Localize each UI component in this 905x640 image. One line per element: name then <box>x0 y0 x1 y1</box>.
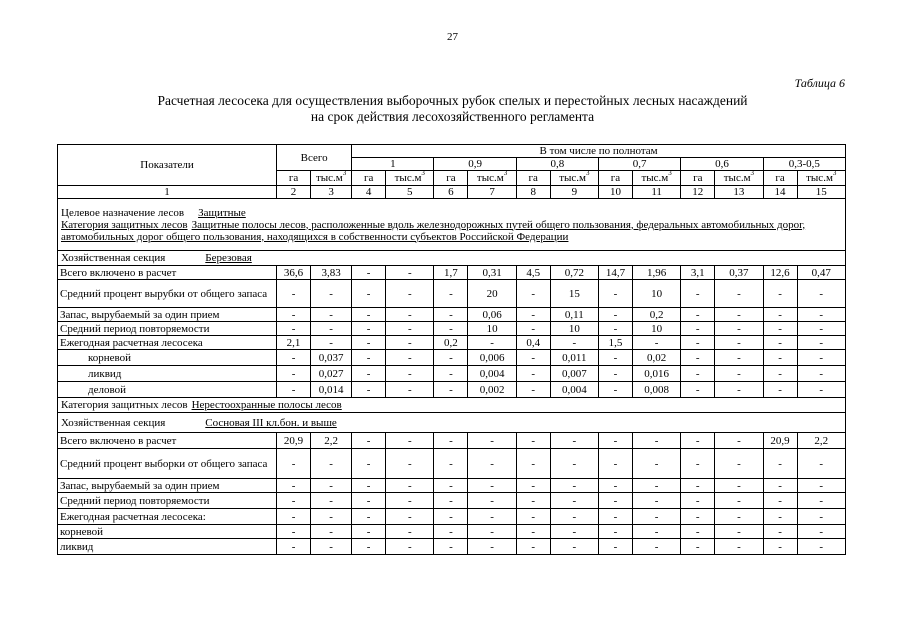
table-cell: - <box>797 350 845 366</box>
table-cell: - <box>434 479 468 493</box>
table-cell: - <box>599 539 633 555</box>
table-cell: - <box>434 280 468 308</box>
title-line-2: на срок действия лесохозяйственного регламента <box>310 109 595 124</box>
table-cell: 12,6 <box>763 266 797 280</box>
table-cell: - <box>681 280 715 308</box>
table-cell: - <box>550 449 598 479</box>
table-cell: - <box>763 493 797 509</box>
unit-ha: га <box>599 171 633 186</box>
purpose-value: Защитные <box>198 206 246 219</box>
column-number: 8 <box>516 186 550 199</box>
table-cell: - <box>797 322 845 336</box>
table-cell: - <box>386 525 434 539</box>
table-cell: - <box>715 525 763 539</box>
table-cell: - <box>516 539 550 555</box>
table-cell: - <box>434 366 468 382</box>
table-cell: - <box>599 509 633 525</box>
table-cell: - <box>763 509 797 525</box>
table-cell: 0,06 <box>468 308 516 322</box>
row-label: ликвид <box>58 539 277 555</box>
table-cell: 20,9 <box>277 433 311 449</box>
category-value: Нерестоохранные полосы лесов <box>191 399 342 411</box>
table-cell: - <box>681 525 715 539</box>
table-row <box>58 308 846 322</box>
table-cell: 0,11 <box>550 308 598 322</box>
table-cell: - <box>599 382 633 398</box>
row-label: Всего включено в расчет <box>58 433 277 449</box>
table-cell: - <box>352 280 386 308</box>
table-cell: - <box>352 366 386 382</box>
table-cell: - <box>434 449 468 479</box>
table-cell: 0,007 <box>550 366 598 382</box>
table-cell: - <box>352 336 386 350</box>
table-cell: - <box>468 336 516 350</box>
table-cell: - <box>386 509 434 525</box>
table-cell: - <box>763 449 797 479</box>
column-number: 15 <box>797 186 845 199</box>
table-cell: - <box>311 539 352 555</box>
table-cell: - <box>277 479 311 493</box>
unit-thousand-m3: $тыс.м^3$ <box>715 171 763 186</box>
header-total: Всего <box>277 145 352 171</box>
table-cell: - <box>715 479 763 493</box>
table-cell: 0,004 <box>550 382 598 398</box>
table-cell: - <box>277 322 311 336</box>
table-cell: - <box>681 479 715 493</box>
table-cell: - <box>632 509 680 525</box>
table-cell: - <box>681 350 715 366</box>
column-number: 13 <box>715 186 763 199</box>
table-cell: - <box>797 336 845 350</box>
table-cell: - <box>516 479 550 493</box>
table-cell: - <box>599 280 633 308</box>
table-cell: 1,96 <box>632 266 680 280</box>
table-cell: 0,2 <box>434 336 468 350</box>
table-cell: - <box>311 449 352 479</box>
table-cell: - <box>434 308 468 322</box>
row-label: корневой <box>58 525 277 539</box>
table-cell: - <box>277 539 311 555</box>
table-cell: 36,6 <box>277 266 311 280</box>
table-cell: - <box>311 479 352 493</box>
table-cell: - <box>434 433 468 449</box>
table-cell: - <box>715 493 763 509</box>
unit-ha: га <box>763 171 797 186</box>
unit-thousand-m3: $тыс.м^3$ <box>550 171 598 186</box>
table-cell: - <box>434 525 468 539</box>
table-cell: 4,5 <box>516 266 550 280</box>
table-cell: - <box>550 493 598 509</box>
table-cell: - <box>681 509 715 525</box>
table-cell: 2,2 <box>311 433 352 449</box>
category-value: Защитные полосы лесов, расположенные вдоль железнодорожных путей общего пользования, федеральных автомобильных дорог, автомобильных дорог общего пользования, находящихся в собственности субъектов Российской Федерации <box>61 218 806 243</box>
table-cell: - <box>632 525 680 539</box>
table-cell: - <box>516 449 550 479</box>
purpose-line: Целевое назначение лесов Защитные <box>61 206 246 219</box>
table-cell: - <box>386 433 434 449</box>
table-cell: - <box>550 509 598 525</box>
table-cell: - <box>797 449 845 479</box>
table-cell: - <box>516 308 550 322</box>
unit-thousand-m3: $тыс.м^3$ <box>468 171 516 186</box>
table-cell: 0,006 <box>468 350 516 366</box>
table-cell: - <box>277 366 311 382</box>
table-cell: - <box>434 350 468 366</box>
table-row <box>58 449 846 479</box>
column-number: 11 <box>632 186 680 199</box>
table-cell: - <box>715 280 763 308</box>
unit-thousand-m3: $тыс.м^3$ <box>632 171 680 186</box>
row-label: корневой <box>58 350 277 366</box>
section-1-economic: Хозяйственная секция Березовая <box>58 251 846 266</box>
table-row <box>58 336 846 350</box>
table-cell: - <box>516 525 550 539</box>
table-cell: - <box>352 266 386 280</box>
table-cell: - <box>632 336 680 350</box>
table-body <box>58 199 846 555</box>
table-row <box>58 539 846 555</box>
column-number: 12 <box>681 186 715 199</box>
table-cell: - <box>599 525 633 539</box>
table-cell: 15 <box>550 280 598 308</box>
row-label: Ежегодная расчетная лесосека <box>58 336 277 350</box>
table-cell: - <box>681 322 715 336</box>
table-cell: - <box>311 525 352 539</box>
table-cell: 0,037 <box>311 350 352 366</box>
table-cell: - <box>797 479 845 493</box>
table-cell: 10 <box>632 322 680 336</box>
table-cell: - <box>763 539 797 555</box>
table-cell: - <box>311 493 352 509</box>
table-cell: - <box>550 525 598 539</box>
table-cell: 0,37 <box>715 266 763 280</box>
table-cell: - <box>681 433 715 449</box>
economic-value: Березовая <box>205 252 252 264</box>
table-row <box>58 382 846 398</box>
column-number: 1 <box>58 186 277 199</box>
table-cell: - <box>763 525 797 539</box>
table-cell: - <box>516 280 550 308</box>
table-cell: - <box>715 539 763 555</box>
table-cell: - <box>715 350 763 366</box>
table-cell: - <box>277 350 311 366</box>
document-title <box>0 93 905 125</box>
table-row <box>58 350 846 366</box>
table-cell: - <box>516 322 550 336</box>
table-cell: - <box>311 509 352 525</box>
row-label: Всего включено в расчет <box>58 266 277 280</box>
table-cell: - <box>599 308 633 322</box>
table-cell: - <box>763 366 797 382</box>
table-cell: - <box>516 493 550 509</box>
table-cell: 10 <box>632 280 680 308</box>
table-cell: - <box>632 493 680 509</box>
table-cell: - <box>632 449 680 479</box>
column-number: 4 <box>352 186 386 199</box>
unit-thousand-m3: $тыс.м^3$ <box>311 171 352 186</box>
table-cell: - <box>311 280 352 308</box>
table-row <box>58 509 846 525</box>
column-number: 2 <box>277 186 311 199</box>
table-cell: - <box>797 525 845 539</box>
table-header <box>58 145 846 199</box>
table-cell: 1,5 <box>599 336 633 350</box>
table-cell: - <box>599 322 633 336</box>
table-cell: - <box>599 350 633 366</box>
table-cell: - <box>763 382 797 398</box>
table-cell: - <box>386 350 434 366</box>
table-cell: 0,47 <box>797 266 845 280</box>
table-cell: - <box>797 382 845 398</box>
row-label: Ежегодная расчетная лесосека: <box>58 509 277 525</box>
table-cell: 0,004 <box>468 366 516 382</box>
table-cell: - <box>352 449 386 479</box>
table-cell: - <box>352 382 386 398</box>
table-cell: - <box>715 366 763 382</box>
header-density-group: 0,8 <box>516 158 598 171</box>
table-cell: 20,9 <box>763 433 797 449</box>
section-2-economic: Хозяйственная секция Сосновая III кл.бон. и выше <box>58 413 846 433</box>
row-label: Средний период повторяемости <box>58 322 277 336</box>
table-cell: - <box>681 449 715 479</box>
table-cell: - <box>277 308 311 322</box>
unit-ha: га <box>277 171 311 186</box>
table-cell: - <box>386 280 434 308</box>
table-cell: - <box>352 350 386 366</box>
table-cell: - <box>797 539 845 555</box>
header-indicators: Показатели <box>58 145 277 186</box>
table-cell: - <box>352 493 386 509</box>
table-row <box>58 366 846 382</box>
table-cell: - <box>715 449 763 479</box>
table-cell: - <box>599 493 633 509</box>
table-cell: - <box>715 509 763 525</box>
table-cell: - <box>468 493 516 509</box>
table-cell: - <box>352 479 386 493</box>
table-cell: - <box>386 308 434 322</box>
table-label: Таблица 6 <box>794 76 845 90</box>
row-label: Средний период повторяемости <box>58 493 277 509</box>
table-cell: - <box>468 433 516 449</box>
page-number: 27 <box>447 31 458 43</box>
header-density-group: 0,6 <box>681 158 763 171</box>
allowable-cut-table <box>57 144 846 555</box>
table-cell: - <box>468 509 516 525</box>
table-cell: 0,02 <box>632 350 680 366</box>
unit-ha: га <box>352 171 386 186</box>
table-cell: - <box>632 539 680 555</box>
title-line-1: Расчетная лесосека для осуществления выборочных рубок спелых и перестойных лесных насаждений <box>157 93 748 108</box>
table-cell: - <box>516 350 550 366</box>
table-cell: - <box>516 366 550 382</box>
category-line: Категория защитных лесов Защитные полосы лесов, расположенные вдоль железнодорожных путей общего пользования, федеральных автомобильных дорог, автомобильных дорог общего пользования, находящихся в собственности субъектов Российской Федерации <box>61 218 806 243</box>
table-cell: - <box>386 493 434 509</box>
table-cell: - <box>434 493 468 509</box>
table-cell: - <box>681 493 715 509</box>
table-cell: - <box>797 509 845 525</box>
column-number: 3 <box>311 186 352 199</box>
table-cell: - <box>434 539 468 555</box>
column-number: 6 <box>434 186 468 199</box>
table-cell: - <box>352 322 386 336</box>
unit-ha: га <box>516 171 550 186</box>
column-number: 9 <box>550 186 598 199</box>
table-cell: - <box>311 336 352 350</box>
table-cell: - <box>763 308 797 322</box>
table-cell: 0,011 <box>550 350 598 366</box>
table-cell: - <box>386 322 434 336</box>
table-cell: - <box>386 449 434 479</box>
column-number: 14 <box>763 186 797 199</box>
table-cell: - <box>386 479 434 493</box>
table-cell: - <box>763 322 797 336</box>
header-density-group: 0,9 <box>434 158 516 171</box>
table-cell: - <box>311 322 352 336</box>
table-row <box>58 525 846 539</box>
table-row <box>58 493 846 509</box>
table-cell: - <box>434 509 468 525</box>
table-cell: - <box>550 336 598 350</box>
table-cell: 0,4 <box>516 336 550 350</box>
unit-ha: га <box>681 171 715 186</box>
table-cell: - <box>352 308 386 322</box>
table-cell: 0,016 <box>632 366 680 382</box>
table-cell: 0,027 <box>311 366 352 382</box>
row-label: Запас, вырубаемый за один прием <box>58 479 277 493</box>
table-cell: - <box>277 525 311 539</box>
table-cell: 20 <box>468 280 516 308</box>
header-density-group: 0,3-0,5 <box>763 158 845 171</box>
table-cell: - <box>386 539 434 555</box>
table-cell: - <box>797 493 845 509</box>
table-cell: - <box>468 539 516 555</box>
table-cell: 3,83 <box>311 266 352 280</box>
table-cell: - <box>352 509 386 525</box>
table-cell: - <box>277 280 311 308</box>
table-cell: - <box>681 539 715 555</box>
table-cell: - <box>386 266 434 280</box>
table-cell: - <box>681 308 715 322</box>
table-cell: - <box>386 366 434 382</box>
table-cell: - <box>468 525 516 539</box>
table-cell: 0,008 <box>632 382 680 398</box>
row-label: ликвид <box>58 366 277 382</box>
table-cell: - <box>386 336 434 350</box>
table-cell: - <box>763 479 797 493</box>
table-cell: - <box>763 350 797 366</box>
table-cell: - <box>763 280 797 308</box>
row-label: Запас, вырубаемый за один прием <box>58 308 277 322</box>
table-cell: - <box>599 433 633 449</box>
section-2-category: Категория защитных лесов Нерестоохранные полосы лесов <box>58 398 846 413</box>
table-cell: - <box>763 336 797 350</box>
table-row <box>58 266 846 280</box>
table-cell: - <box>277 449 311 479</box>
unit-thousand-m3: $тыс.м^3$ <box>386 171 434 186</box>
header-including-by-density: В том числе по полнотам <box>352 145 846 158</box>
column-number: 10 <box>599 186 633 199</box>
table-cell: - <box>550 433 598 449</box>
table-row <box>58 479 846 493</box>
table-cell: - <box>516 382 550 398</box>
table-cell: - <box>681 382 715 398</box>
unit-ha: га <box>434 171 468 186</box>
table-cell: 14,7 <box>599 266 633 280</box>
table-cell: - <box>277 509 311 525</box>
header-column-numbers-row <box>58 186 846 199</box>
table-cell: - <box>516 433 550 449</box>
table-cell: 0,31 <box>468 266 516 280</box>
table-cell: - <box>797 308 845 322</box>
table-cell: - <box>277 493 311 509</box>
economic-value: Сосновая III кл.бон. и выше <box>205 416 337 429</box>
table-cell: - <box>715 433 763 449</box>
table-cell: - <box>797 280 845 308</box>
table-cell: 3,1 <box>681 266 715 280</box>
table-cell: - <box>550 479 598 493</box>
table-cell: 0,2 <box>632 308 680 322</box>
table-cell: - <box>516 509 550 525</box>
table-cell: 0,72 <box>550 266 598 280</box>
table-cell: - <box>715 336 763 350</box>
table-cell: - <box>468 479 516 493</box>
table-row <box>58 433 846 449</box>
unit-thousand-m3: $тыс.м^3$ <box>797 171 845 186</box>
table-cell: - <box>434 322 468 336</box>
table-cell: 2,1 <box>277 336 311 350</box>
table-row <box>58 322 846 336</box>
table-cell: - <box>352 539 386 555</box>
table-cell: - <box>434 382 468 398</box>
table-cell: - <box>386 382 434 398</box>
table-cell: - <box>681 336 715 350</box>
column-number: 5 <box>386 186 434 199</box>
row-label: деловой <box>58 382 277 398</box>
table-cell: - <box>715 382 763 398</box>
table-cell: - <box>797 366 845 382</box>
table-cell: 10 <box>550 322 598 336</box>
table-cell: - <box>550 539 598 555</box>
table-cell: - <box>352 433 386 449</box>
row-label: Средний процент выборки от общего запаса <box>58 449 277 479</box>
section-1-heading <box>58 199 846 251</box>
table-cell: 0,014 <box>311 382 352 398</box>
table-cell: - <box>311 308 352 322</box>
table-cell: - <box>632 479 680 493</box>
table-cell: 2,2 <box>797 433 845 449</box>
header-density-group: 1 <box>352 158 434 171</box>
column-number: 7 <box>468 186 516 199</box>
table-cell: - <box>468 449 516 479</box>
table-cell: - <box>715 322 763 336</box>
table-cell: 0,002 <box>468 382 516 398</box>
table-cell: 1,7 <box>434 266 468 280</box>
table-cell: 10 <box>468 322 516 336</box>
row-label: Средний процент вырубки от общего запаса <box>58 280 277 308</box>
header-density-group: 0,7 <box>599 158 681 171</box>
table-cell: - <box>352 525 386 539</box>
table-cell: - <box>632 433 680 449</box>
table-cell: - <box>715 308 763 322</box>
table-cell: - <box>599 479 633 493</box>
table-cell: - <box>599 449 633 479</box>
table-cell: - <box>599 366 633 382</box>
table-cell: - <box>277 382 311 398</box>
table-cell: - <box>681 366 715 382</box>
table-row <box>58 280 846 308</box>
